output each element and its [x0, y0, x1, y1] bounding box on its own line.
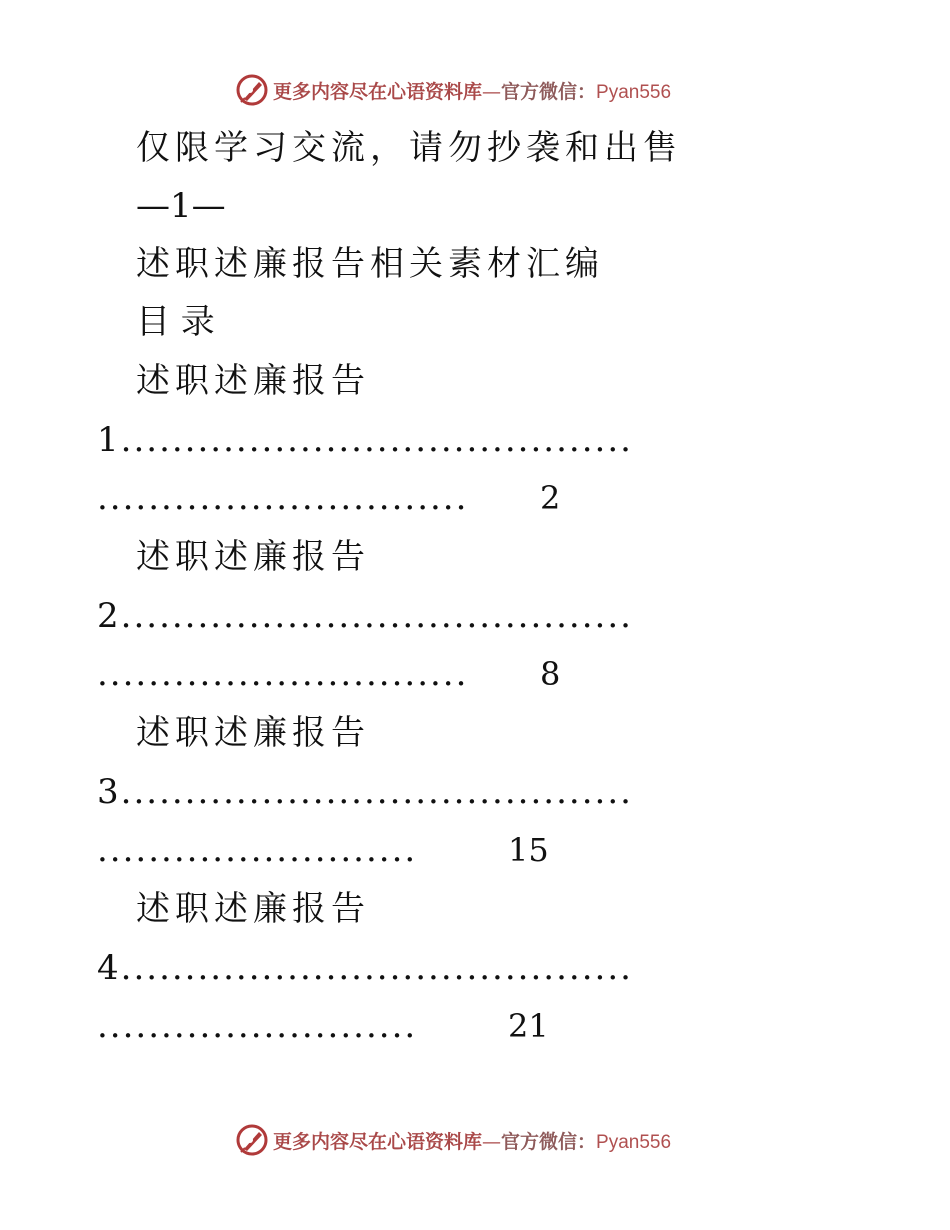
toc-entry-title: 述职述廉报告: [136, 537, 370, 577]
toc-entry-page: 2: [540, 479, 561, 517]
toc-entry-page: 15: [508, 831, 549, 869]
toc-title: 目 录: [136, 302, 215, 342]
quill-logo-icon: [235, 73, 269, 107]
toc-entry-leader-continued: .........................: [97, 830, 418, 870]
toc-entry-leader: 3........................................: [97, 772, 633, 812]
toc-entry-leader: 1........................................: [97, 420, 633, 460]
toc-entry-number: 2: [97, 596, 121, 636]
toc-entry-title: 述职述廉报告: [136, 889, 370, 929]
toc-entry-leader: 4........................................: [97, 948, 633, 988]
quill-logo-icon: [235, 1123, 269, 1157]
footer-watermark: [235, 1122, 671, 1158]
header-watermark: [235, 72, 671, 108]
toc-entry-page: 8: [540, 655, 561, 693]
toc-entry-title: 述职述廉报告: [136, 361, 370, 401]
toc-entry-number: 4: [97, 948, 121, 988]
toc-entry-leader-continued: .............................: [97, 478, 469, 518]
toc-entry-number: 1: [97, 420, 121, 460]
toc-entry-leader-continued: .............................: [97, 654, 469, 694]
watermark-text: 更多内容尽在心语资料库—官方微信：Pyan556: [273, 80, 672, 103]
toc-entry-leader-continued: .........................: [97, 1006, 418, 1046]
document-title: 述职述廉报告相关素材汇编: [136, 244, 604, 284]
toc-entry-page: 21: [508, 1007, 549, 1045]
page-marker: —1—: [136, 186, 226, 226]
toc-entry-leader: 2........................................: [97, 596, 633, 636]
toc-entry-number: 3: [97, 772, 121, 812]
usage-notice: 仅限学习交流，请勿抄袭和出售: [136, 128, 682, 168]
toc-entry-title: 述职述廉报告: [136, 713, 370, 753]
watermark-text: 更多内容尽在心语资料库—官方微信：Pyan556: [273, 1130, 672, 1153]
